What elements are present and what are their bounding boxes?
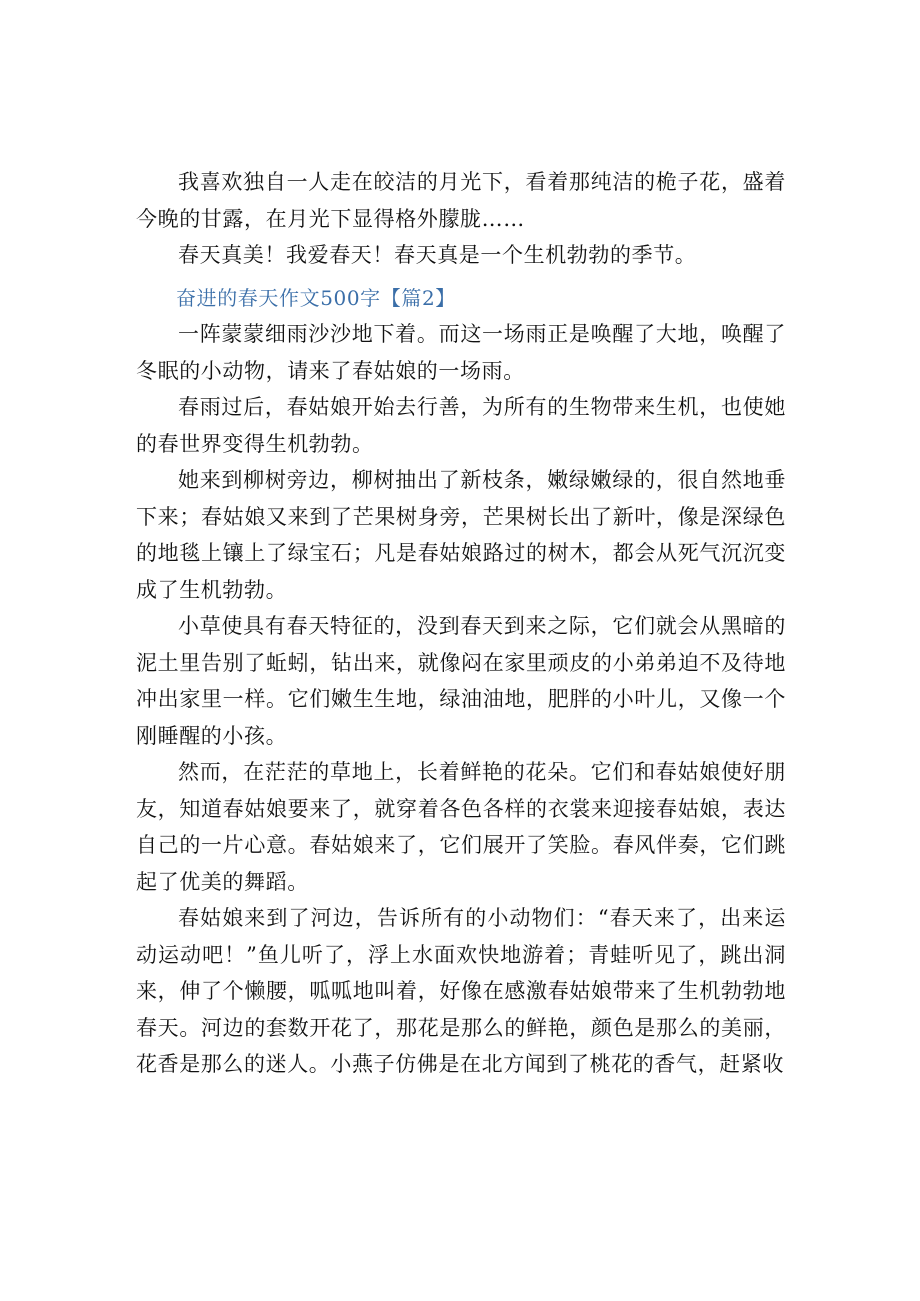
- section-heading: 奋进的春天作文500字【篇2】: [176, 285, 456, 310]
- paragraph: 然而，在茫茫的草地上，长着鲜艳的花朵。它们和春姑娘使好朋友，知道春姑娘要来了，就穿着各色各样的衣裳来迎接春姑娘，表达自己的一片心意。春姑娘来了，它们展开了笑脸。春风伴奏，它们跳起了优美的舞蹈。: [136, 760, 786, 894]
- paragraph: 我喜欢独自一人走在皎洁的月光下，看着那纯洁的桅子花，盛着今晚的甘露，在月光下显得格外朦胧……: [136, 170, 786, 231]
- document-page: [136, 0, 786, 1301]
- paragraph: 春姑娘来到了河边，告诉所有的小动物们：“春天来了，出来运动运动吧！”鱼儿听了，浮上水面欢快地游着；青蛙听见了，跳出洞来，伸了个懒腰，呱呱地叫着，好像在感激春姑娘带来了生机勃勃地春天。河边的套数开花了，那花是那么的鲜艳，颜色是那么的美丽，花香是那么的迷人。小燕子仿佛是在北方闻到了桃花的香气，赶紧收: [136, 906, 786, 1076]
- document-body: [136, 164, 786, 1083]
- paragraph: 春天真美！我爱春天！春天真是一个生机勃勃的季节。: [178, 243, 697, 267]
- paragraph: 春雨过后，春姑娘开始去行善，为所有的生物带来生机，也使她的春世界变得生机勃勃。: [136, 395, 786, 456]
- paragraph: 她来到柳树旁边，柳树抽出了新枝条，嫩绿嫩绿的，很自然地垂下来；春姑娘又来到了芒果树身旁，芒果树长出了新叶，像是深绿色的地毯上镶上了绿宝石；凡是春姑娘路过的树木，都会从死气沉沉变成了生机勃勃。: [136, 468, 786, 602]
- paragraph: 一阵蒙蒙细雨沙沙地下着。而这一场雨正是唤醒了大地，唤醒了冬眠的小动物，请来了春姑娘的一场雨。: [136, 322, 786, 383]
- paragraph: 小草使具有春天特征的，没到春天到来之际，它们就会从黑暗的泥土里告别了蚯蚓，钻出来，就像闷在家里顽皮的小弟弟迫不及待地冲出家里一样。它们嫩生生地，绿油油地，肥胖的小叶儿，又像一个刚睡醒的小孩。: [136, 614, 786, 748]
